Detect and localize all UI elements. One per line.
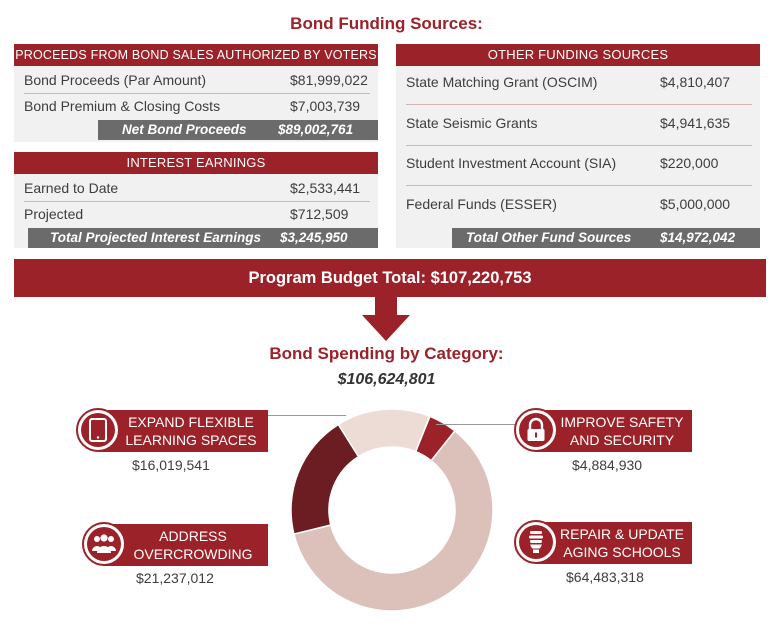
interest-panel: INTEREST EARNINGS Earned to Date $2,533,441 Projected $712,509 Total Projected Interest Earnings $3,245,950 bbox=[14, 152, 378, 248]
category-safety-label: IMPROVE SAFETY AND SECURITY bbox=[536, 410, 692, 452]
tablet-icon bbox=[76, 408, 120, 452]
bond-proceeds-panel: PROCEEDS FROM BOND SALES AUTHORIZED BY VOTERS Bond Proceeds (Par Amount) $81,999,022 Bond Premium & Closing Costs $7,003,739 Net Bond Proceeds $89,002,761 bbox=[14, 44, 378, 142]
category-overcrowding-value: $21,237,012 bbox=[136, 570, 214, 586]
funding-title: Bond Funding Sources: bbox=[290, 14, 483, 33]
other-total: Total Other Fund Sources $14,972,042 bbox=[452, 228, 760, 248]
category-flexible-value: $16,019,541 bbox=[132, 457, 210, 473]
bond-proceeds-header: PROCEEDS FROM BOND SALES AUTHORIZED BY VOTERS bbox=[14, 44, 378, 66]
category-repair-value: $64,483,318 bbox=[566, 569, 644, 585]
bond-total: Net Bond Proceeds $89,002,761 bbox=[98, 120, 378, 140]
interest-header: INTEREST EARNINGS bbox=[14, 152, 378, 174]
lock-icon bbox=[514, 408, 558, 452]
program-budget-total: Program Budget Total: $107,220,753 bbox=[14, 259, 766, 297]
spending-donut-chart bbox=[282, 400, 502, 620]
category-safety-value: $4,884,930 bbox=[572, 457, 643, 473]
category-overcrowding-label: ADDRESS OVERCROWDING bbox=[104, 524, 268, 566]
other-funding-panel: OTHER FUNDING SOURCES State Matching Grant (OSCIM) $4,810,407 State Seismic Grants $4,941,635 Student Investment Account (SIA) $220,000 Federal Funds (ESSER) $5,000,000 Total Other Fund Sources $14,972,042 bbox=[396, 44, 760, 248]
spending-title: Bond Spending by Category: bbox=[269, 344, 504, 363]
spending-total: $106,624,801 bbox=[337, 371, 436, 388]
other-funding-header: OTHER FUNDING SOURCES bbox=[396, 44, 760, 66]
down-arrow-icon bbox=[360, 297, 412, 343]
category-repair-label: REPAIR & UPDATE AGING SCHOOLS bbox=[536, 522, 692, 564]
people-icon bbox=[82, 522, 126, 566]
category-flexible-label: EXPAND FLEXIBLE LEARNING SPACES bbox=[98, 410, 268, 452]
lightbulb-icon bbox=[514, 520, 558, 564]
interest-total: Total Projected Interest Earnings $3,245,950 bbox=[28, 228, 378, 248]
